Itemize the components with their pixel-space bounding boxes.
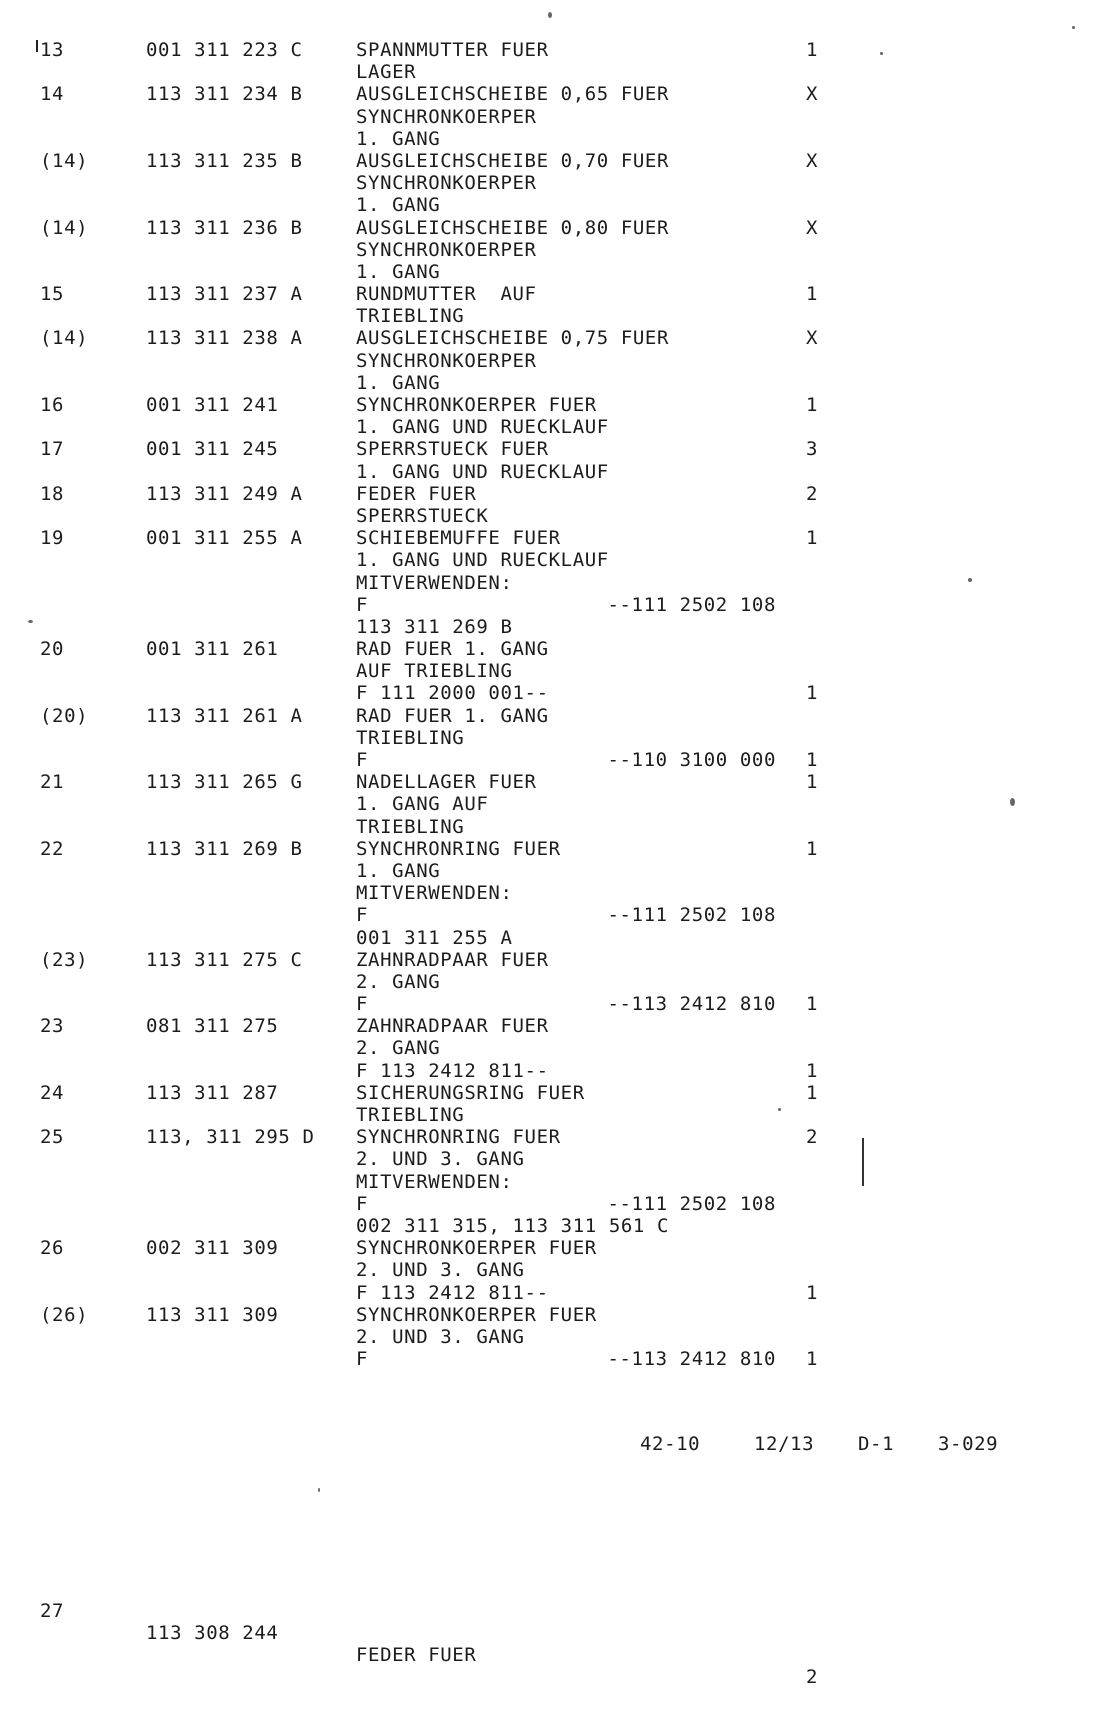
part-entry	[0, 150, 1109, 217]
part-entry-line	[0, 638, 1109, 660]
part-entry-line	[0, 305, 1109, 327]
quantity: 1	[806, 749, 819, 771]
part-entry-line	[0, 549, 1109, 571]
part-entry-line	[0, 1104, 1109, 1126]
description-text: F 113 2412 811--	[356, 1281, 549, 1304]
scan-speck	[968, 578, 972, 582]
part-entry-line	[0, 372, 1109, 394]
part-number: 113 311 309	[146, 1303, 279, 1326]
quantity: 1	[806, 1081, 819, 1104]
description-text: ZAHNRADPAAR FUER	[356, 948, 549, 971]
description-text: SPERRSTUECK	[356, 504, 489, 527]
part-entry-line	[0, 594, 1109, 616]
description-text: F	[356, 993, 369, 1016]
chassis-number: --111 2502 108	[607, 593, 776, 616]
quantity: 1	[806, 394, 819, 416]
scan-speck	[1010, 798, 1015, 806]
part-entry-line	[0, 150, 1109, 172]
description-text: AUSGLEICHSCHEIBE 0,70 FUER	[356, 149, 670, 172]
description-text: 1. GANG	[356, 194, 441, 217]
part-entry-line	[0, 505, 1109, 527]
part-number: 001 311 255 A	[146, 527, 303, 550]
part-number: 113 311 237 A	[146, 283, 303, 306]
part-entry-line	[0, 727, 1109, 749]
description-text: SYNCHRONKOERPER FUER	[356, 1237, 597, 1260]
item-number: (14)	[40, 216, 89, 239]
description-text: F 113 2412 811--	[356, 1059, 549, 1082]
item-number: (26)	[40, 1303, 89, 1326]
description-text: RAD FUER 1. GANG	[356, 638, 549, 661]
part-entry	[0, 394, 1109, 438]
description-text: F	[356, 904, 369, 927]
part-entry-line	[0, 660, 1109, 682]
part-entry-line	[0, 483, 1109, 505]
description-text: NADELLAGER FUER	[356, 771, 537, 794]
part-number: 001 311 261	[146, 638, 279, 661]
page-footer	[640, 1432, 999, 1456]
part-number: 113 311 235 B	[146, 149, 303, 172]
part-entry-line	[0, 283, 1109, 305]
part-entry-line	[0, 1237, 1109, 1259]
description-text: ZAHNRADPAAR FUER	[356, 1015, 549, 1038]
part-entry-line	[0, 904, 1109, 926]
description-text: AUSGLEICHSCHEIBE 0,75 FUER	[356, 327, 670, 350]
item-number: 15	[40, 283, 65, 306]
description-text: SYNCHRONRING FUER	[356, 1126, 561, 1149]
part-entry-line	[0, 394, 1109, 416]
part-entry-line	[0, 616, 1109, 638]
next-quantity: 2	[806, 1666, 819, 1688]
description-text: RAD FUER 1. GANG	[356, 704, 549, 727]
description-text: SYNCHRONKOERPER	[356, 172, 537, 195]
part-entry-line	[0, 949, 1109, 971]
description-text: 1. GANG UND RUECKLAUF	[356, 416, 609, 439]
scan-speck	[880, 52, 883, 55]
part-entry	[0, 483, 1109, 527]
part-entry-line	[0, 860, 1109, 882]
quantity: 1	[806, 837, 819, 860]
next-part-number: 113 308 244	[146, 1622, 279, 1644]
part-entry-line	[0, 106, 1109, 128]
part-entry	[0, 838, 1109, 949]
part-entry-line	[0, 416, 1109, 438]
part-entry-line	[0, 816, 1109, 838]
quantity: X	[806, 216, 819, 239]
part-entry-line	[0, 461, 1109, 483]
part-entry	[0, 217, 1109, 284]
scan-speck	[1072, 26, 1075, 29]
part-number: 113 311 275 C	[146, 948, 303, 971]
part-number: 113 311 249 A	[146, 482, 303, 505]
description-text: TRIEBLING	[356, 815, 465, 838]
part-entry-line	[0, 793, 1109, 815]
item-number: 18	[40, 482, 65, 505]
part-entry-line	[0, 438, 1109, 460]
next-item-number: 27	[40, 1600, 65, 1622]
part-entry-line	[0, 1015, 1109, 1037]
footer-code: D-1	[858, 1433, 895, 1455]
part-entry-line	[0, 1037, 1109, 1059]
description-text: TRIEBLING	[356, 305, 465, 328]
item-number: 26	[40, 1237, 65, 1260]
quantity: 1	[806, 682, 819, 705]
description-text: SPERRSTUECK FUER	[356, 438, 549, 461]
chassis-number: --113 2412 810	[607, 1348, 776, 1371]
part-entry-line	[0, 217, 1109, 239]
description-text: 1. GANG	[356, 260, 441, 283]
item-number: (23)	[40, 948, 89, 971]
description-text: 002 311 315, 113 311 561 C	[356, 1214, 670, 1237]
item-number: (14)	[40, 327, 89, 350]
part-entry-line	[0, 61, 1109, 83]
quantity: 3	[806, 438, 819, 461]
part-number: 001 311 245	[146, 438, 279, 461]
footer-page: 12/13	[754, 1433, 815, 1455]
description-text: 1. GANG	[356, 859, 441, 882]
part-entry-line	[0, 128, 1109, 150]
item-number: 16	[40, 394, 65, 416]
item-number: 23	[40, 1015, 65, 1038]
part-entry-line	[0, 1171, 1109, 1193]
quantity: 1	[806, 1281, 819, 1304]
description-text: TRIEBLING	[356, 1104, 465, 1126]
description-text: F	[356, 749, 369, 771]
parts-list	[0, 39, 1109, 1370]
part-entry-line	[0, 39, 1109, 61]
quantity: X	[806, 149, 819, 172]
description-text: SICHERUNGSRING FUER	[356, 1081, 585, 1104]
description-text: 1. GANG UND RUECKLAUF	[356, 460, 609, 483]
part-entry-line	[0, 838, 1109, 860]
quantity: 1	[806, 1059, 819, 1082]
part-entry-line	[0, 971, 1109, 993]
part-number: 113, 311 295 D	[146, 1126, 315, 1149]
part-entry	[0, 1126, 1109, 1237]
chassis-number: --111 2502 108	[607, 904, 776, 927]
part-entry-line	[0, 1348, 1109, 1370]
description-text: SYNCHRONKOERPER FUER	[356, 1303, 597, 1326]
description-text: 2. UND 3. GANG	[356, 1259, 525, 1282]
part-entry	[0, 1304, 1109, 1371]
part-number: 002 311 309	[146, 1237, 279, 1260]
quantity: 1	[806, 993, 819, 1016]
part-entry-line	[0, 1060, 1109, 1082]
description-text: F	[356, 1192, 369, 1215]
item-number: (20)	[40, 704, 89, 727]
quantity: 1	[806, 771, 819, 794]
part-number: 001 311 223 C	[146, 39, 303, 61]
part-entry-line	[0, 1215, 1109, 1237]
next-description: FEDER FUER	[356, 1644, 477, 1666]
description-text: SCHIEBEMUFFE FUER	[356, 527, 561, 550]
part-entry-line	[0, 882, 1109, 904]
scan-speck	[548, 12, 552, 18]
part-entry-line	[0, 527, 1109, 549]
item-number: 14	[40, 83, 65, 106]
part-entry-line	[0, 749, 1109, 771]
description-text: 1. GANG AUF	[356, 793, 489, 816]
chassis-number: --110 3100 000	[607, 749, 776, 771]
description-text: SYNCHRONRING FUER	[356, 837, 561, 860]
part-entry-line	[0, 572, 1109, 594]
footer-ref: 3-029	[938, 1433, 999, 1455]
part-entry-line	[0, 1326, 1109, 1348]
description-text: 2. GANG	[356, 1037, 441, 1060]
description-text: 2. UND 3. GANG	[356, 1148, 525, 1171]
item-number: 22	[40, 837, 65, 860]
quantity: 1	[806, 39, 819, 61]
description-text: MITVERWENDEN:	[356, 882, 513, 905]
part-entry	[0, 1015, 1109, 1082]
description-text: TRIEBLING	[356, 726, 465, 749]
description-text: 2. GANG	[356, 970, 441, 993]
description-text: 2. UND 3. GANG	[356, 1325, 525, 1348]
part-entry-line	[0, 172, 1109, 194]
item-number: 24	[40, 1081, 65, 1104]
item-number: 17	[40, 438, 65, 461]
footer-section: 42-10	[640, 1433, 701, 1455]
part-entry-line	[0, 682, 1109, 704]
quantity: X	[806, 83, 819, 106]
description-text: F	[356, 593, 369, 616]
part-entry-line	[0, 350, 1109, 372]
part-entry-line	[0, 993, 1109, 1015]
chassis-number: --111 2502 108	[607, 1192, 776, 1215]
chassis-number: --113 2412 810	[607, 993, 776, 1016]
part-number: 081 311 275	[146, 1015, 279, 1038]
part-number: 113 311 265 G	[146, 771, 303, 794]
part-entry	[0, 438, 1109, 482]
scan-mark-vertical-line	[862, 1138, 864, 1186]
part-entry	[0, 283, 1109, 327]
description-text: AUSGLEICHSCHEIBE 0,80 FUER	[356, 216, 670, 239]
part-entry-line	[0, 771, 1109, 793]
next-page-row	[0, 1578, 1109, 1688]
item-number: 20	[40, 638, 65, 661]
description-text: SYNCHRONKOERPER FUER	[356, 394, 597, 416]
scan-speck	[318, 1488, 320, 1492]
description-text: F	[356, 1348, 369, 1371]
part-number: 113 311 287	[146, 1081, 279, 1104]
part-entry	[0, 771, 1109, 838]
part-entry-line	[0, 1082, 1109, 1104]
quantity: 2	[806, 1126, 819, 1149]
quantity: 1	[806, 527, 819, 550]
part-number: 113 311 234 B	[146, 83, 303, 106]
quantity: 1	[806, 283, 819, 306]
part-entry	[0, 83, 1109, 150]
part-entry-line	[0, 239, 1109, 261]
part-entry	[0, 527, 1109, 638]
description-text: AUF TRIEBLING	[356, 660, 513, 683]
description-text: LAGER	[356, 61, 417, 84]
description-text: MITVERWENDEN:	[356, 571, 513, 594]
part-entry-line	[0, 1259, 1109, 1281]
description-text: 001 311 255 A	[356, 926, 513, 949]
description-text: SPANNMUTTER FUER	[356, 39, 549, 61]
part-entry	[0, 327, 1109, 394]
part-number: 113 311 236 B	[146, 216, 303, 239]
scan-speck	[778, 1108, 781, 1111]
quantity: X	[806, 327, 819, 350]
part-number: 113 311 238 A	[146, 327, 303, 350]
item-number: 13	[40, 39, 65, 61]
scan-speck	[28, 620, 33, 623]
description-text: 1. GANG	[356, 127, 441, 150]
part-entry-line	[0, 705, 1109, 727]
description-text: SYNCHRONKOERPER	[356, 349, 537, 372]
part-number: 113 311 261 A	[146, 704, 303, 727]
description-text: 1. GANG	[356, 371, 441, 394]
quantity: 2	[806, 482, 819, 505]
item-number: 19	[40, 527, 65, 550]
part-entry-line	[0, 927, 1109, 949]
description-text: FEDER FUER	[356, 482, 477, 505]
description-text: SYNCHRONKOERPER	[356, 238, 537, 261]
part-entry-line	[0, 1148, 1109, 1170]
description-text: RUNDMUTTER AUF	[356, 283, 537, 306]
part-entry	[0, 1082, 1109, 1126]
part-entry-line	[0, 1282, 1109, 1304]
description-text: 1. GANG UND RUECKLAUF	[356, 549, 609, 572]
part-entry	[0, 949, 1109, 1016]
description-text: AUSGLEICHSCHEIBE 0,65 FUER	[356, 83, 670, 106]
part-entry-line	[0, 1304, 1109, 1326]
part-entry-line	[0, 327, 1109, 349]
description-text: 113 311 269 B	[356, 615, 513, 638]
part-entry-line	[0, 1126, 1109, 1148]
part-entry-line	[0, 261, 1109, 283]
item-number: 21	[40, 771, 65, 794]
part-entry	[0, 1237, 1109, 1304]
description-text: MITVERWENDEN:	[356, 1170, 513, 1193]
part-number: 113 311 269 B	[146, 837, 303, 860]
part-number: 001 311 241	[146, 394, 279, 416]
item-number: (14)	[40, 149, 89, 172]
part-entry	[0, 39, 1109, 83]
part-entry	[0, 705, 1109, 772]
part-entry-line	[0, 83, 1109, 105]
description-text: F 111 2000 001--	[356, 682, 549, 705]
quantity: 1	[806, 1348, 819, 1371]
part-entry	[0, 638, 1109, 705]
part-entry-line	[0, 1193, 1109, 1215]
part-entry-line	[0, 194, 1109, 216]
description-text: SYNCHRONKOERPER	[356, 105, 537, 128]
item-number: 25	[40, 1126, 65, 1149]
